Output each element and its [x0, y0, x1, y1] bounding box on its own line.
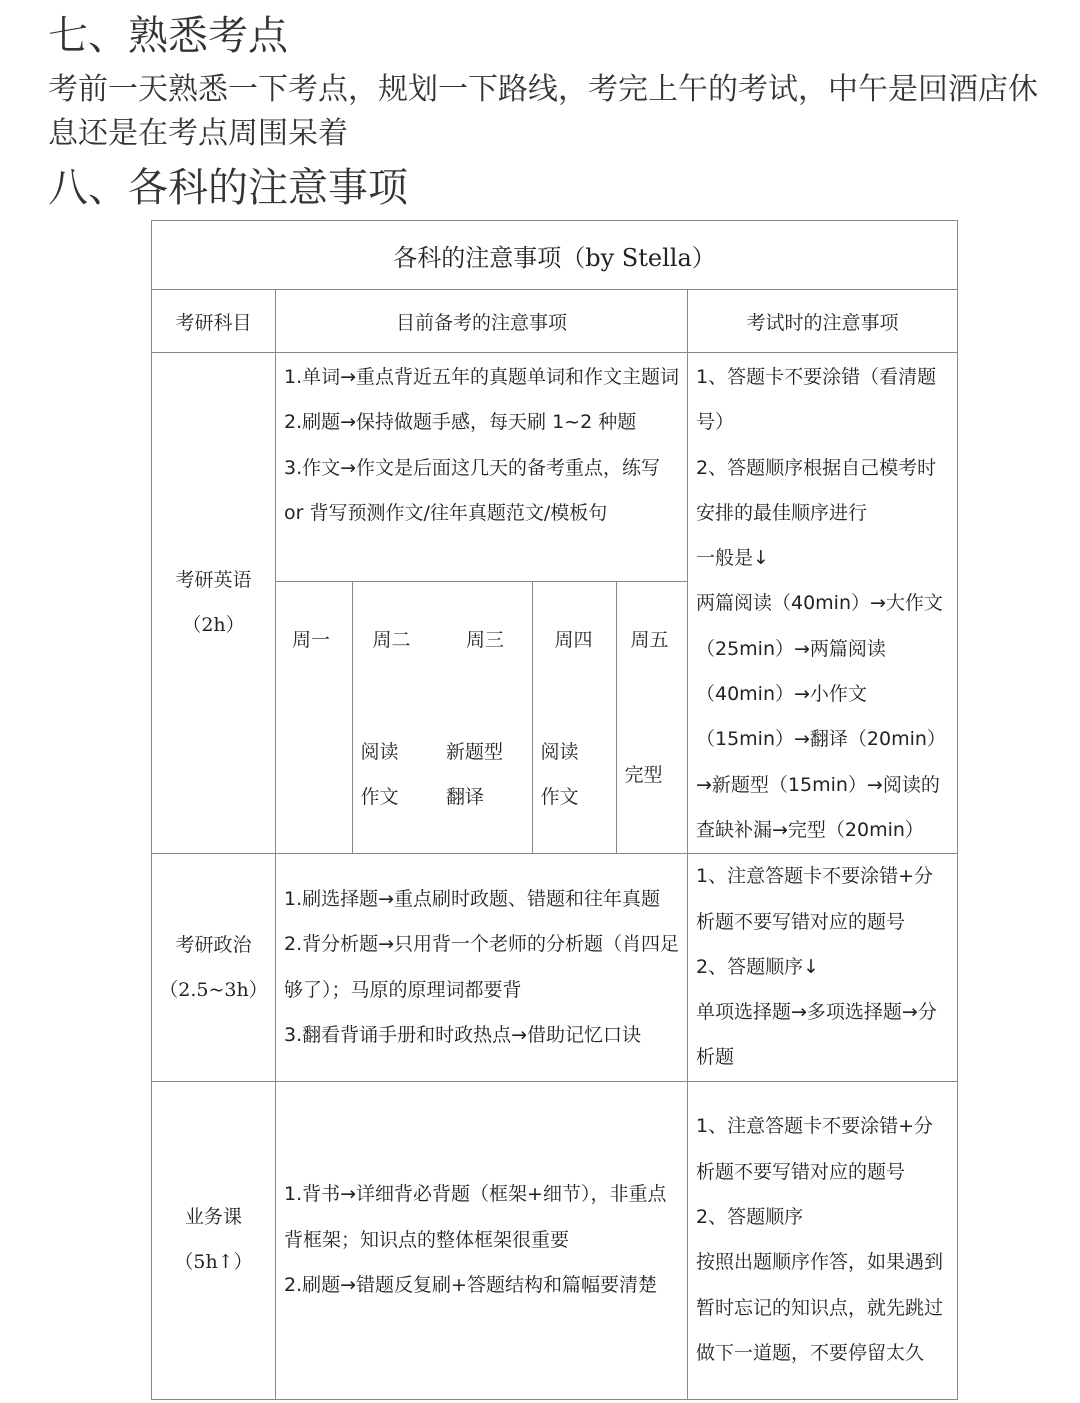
- schedule-item: 阅读: [360, 741, 399, 763]
- subject-major: [152, 1081, 276, 1399]
- exam-item: 两篇阅读（40min）→大作文（25min）→两篇阅读（40min）→小作文（15min）→翻译（20min）→新题型（15min）→阅读的查缺补漏→完型（20min）: [696, 592, 946, 841]
- prep-item: 2.刷题→错题反复刷+答题结构和篇幅要清楚: [284, 1273, 657, 1296]
- schedule-item: 翻译: [446, 786, 485, 808]
- header-exam: 考试时的注意事项: [688, 290, 958, 353]
- exam-item: 按照出题顺序作答，如果遇到暂时忘记的知识点，就先跳过做下一道题，不要停留太久: [696, 1251, 944, 1364]
- section-8-title: 八、各科的注意事项: [48, 165, 408, 211]
- header-prep: 目前备考的注意事项: [276, 290, 688, 353]
- exam-item: 单项选择题→多项选择题→分析题: [696, 1001, 937, 1069]
- prep-item: 1.单词→重点背近五年的真题单词和作文主题词: [284, 366, 680, 388]
- exam-item: 2、答题顺序: [696, 1205, 804, 1228]
- table-row-major: [152, 1081, 958, 1399]
- exam-item: 一般是↓: [696, 547, 769, 570]
- subject-notes-table: [151, 220, 958, 1400]
- subject-politics: [152, 854, 276, 1081]
- major-prep-cell: [276, 1081, 688, 1399]
- english-prep-cell: [276, 353, 688, 854]
- exam-item: 2、答题顺序根据自己模考时安排的最佳顺序进行: [696, 456, 937, 524]
- subject-hours: （2.5~3h）: [159, 978, 268, 1001]
- schedule-day-fri: 周五 完型: [616, 582, 688, 854]
- prep-item: 1.刷选择题→重点刷时政题、错题和往年真题: [284, 887, 661, 910]
- schedule-day-wed: 周三 新题型 翻译: [436, 582, 532, 854]
- exam-item: 2、答题顺序↓: [696, 955, 820, 978]
- weekly-schedule: [276, 581, 688, 853]
- schedule-day-mon: 周一: [276, 582, 352, 854]
- table-row-english: [152, 353, 958, 854]
- schedule-day-tue: 周二 阅读 作文: [352, 582, 436, 854]
- prep-item: 2.刷题→保持做题手感，每天刷 1~2 种题: [284, 411, 637, 434]
- header-subject: 考研科目: [152, 290, 276, 353]
- section-7-title: 七、熟悉考点: [48, 13, 288, 59]
- subject-hours: （5h↑）: [174, 1251, 253, 1274]
- prep-item: 1.背书→详细背必背题（框架+细节），非重点背框架；知识点的整体框架很重要: [284, 1183, 667, 1251]
- schedule-item: 新题型: [446, 741, 504, 763]
- subject-name: 考研政治: [175, 933, 252, 956]
- exam-item: 1、答题卡不要涂错（看清题号）: [696, 366, 937, 434]
- table-caption: 各科的注意事项（by Stella）: [152, 221, 958, 290]
- exam-item: 1、注意答题卡不要涂错+分析题不要写错对应的题号: [696, 865, 934, 933]
- subject-hours: （2h）: [182, 614, 245, 637]
- prep-item: 3.作文→作文是后面这几天的备考重点，练写 or 背写预测作文/往年真题范文/模板句: [284, 456, 661, 524]
- english-exam-cell: [688, 353, 958, 854]
- schedule-item: 阅读: [540, 741, 579, 763]
- politics-exam-cell: [688, 854, 958, 1081]
- major-exam-cell: [688, 1081, 958, 1399]
- schedule-item: 完型: [624, 764, 663, 786]
- section-7-body: 考前一天熟悉一下考点，规划一下路线，考完上午的考试，中午是回酒店休息还是在考点周围呆着: [48, 72, 1038, 151]
- schedule-item: 作文: [360, 786, 399, 808]
- prep-item: 2.背分析题→只用背一个老师的分析题（肖四足够了）；马原的原理词都要背: [284, 933, 680, 1001]
- prep-item: 3.翻看背诵手册和时政热点→借助记忆口诀: [284, 1023, 642, 1046]
- politics-prep-cell: [276, 854, 688, 1081]
- subject-name: 考研英语: [175, 569, 252, 592]
- exam-item: 1、注意答题卡不要涂错+分析题不要写错对应的题号: [696, 1115, 934, 1183]
- schedule-item: 作文: [540, 786, 579, 808]
- schedule-day-thu: 周四 阅读 作文: [532, 582, 616, 854]
- subject-name: 业务课: [184, 1206, 242, 1229]
- subject-english: [152, 353, 276, 854]
- table-row-politics: [152, 854, 958, 1081]
